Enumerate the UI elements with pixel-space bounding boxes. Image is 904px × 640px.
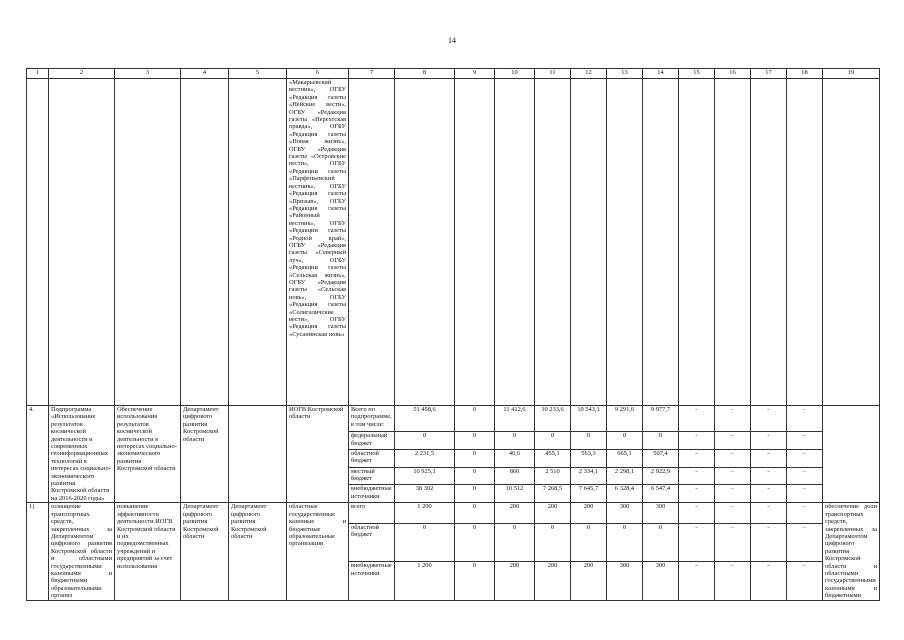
column-header: 14 — [643, 69, 679, 79]
amount-cell: 860 — [495, 467, 535, 485]
amount-cell: 2 298,1 — [607, 467, 643, 485]
amount-cell: 455,1 — [535, 449, 571, 467]
amount-cell: 40,6 — [495, 449, 535, 467]
amount-cell: - — [679, 432, 715, 450]
amount-cell: 200 — [495, 503, 535, 523]
column-header: 18 — [787, 69, 823, 79]
column-header: 10 — [495, 69, 535, 79]
amount-cell: 665,1 — [607, 449, 643, 467]
amount-cell: - — [751, 467, 787, 485]
funding-source: Всего по подпрограмме, в том числе: — [349, 406, 395, 432]
amount-cell: 0 — [455, 449, 495, 467]
amount-cell: - — [751, 406, 787, 432]
amount-cell: 0 — [607, 523, 643, 561]
amount-cell: - — [715, 432, 751, 450]
subprogram-name: Подпрограмма «Использование результатов космической деятельности и современных геоинформационных технологий в интересах социально-экономического развития Костромской области на 2016-2020 годы» — [49, 406, 115, 503]
amount-cell: 10 925,1 — [395, 467, 455, 485]
row-number: 1) — [27, 503, 49, 600]
amount-cell: - — [679, 562, 715, 600]
amount-cell: 0 — [495, 523, 535, 561]
amount-cell: 300 — [607, 562, 643, 600]
amount-cell: 0 — [455, 485, 495, 503]
column-header: 4 — [181, 69, 229, 79]
amount-cell: 0 — [395, 432, 455, 450]
amount-cell: - — [787, 406, 823, 432]
column-header: 11 — [535, 69, 571, 79]
indicator-cell: обеспечение доли транспортных средств, закрепленных за Департаментом цифрового развития Костромской области и областными государственными казенными и бюджетными — [823, 503, 880, 600]
amount-cell: - — [751, 503, 787, 523]
amount-cell: 0 — [535, 432, 571, 450]
amount-cell: 200 — [535, 503, 571, 523]
amount-cell: 300 — [643, 503, 679, 523]
amount-cell: - — [679, 449, 715, 467]
indicator-cell — [823, 406, 880, 503]
amount-cell: 0 — [571, 432, 607, 450]
amount-cell: - — [751, 485, 787, 503]
amount-cell: 9 291,6 — [607, 406, 643, 432]
amount-cell: 300 — [607, 503, 643, 523]
executor-cell: «Макарьевский вестник», ОГБУ «Редакция газеты «Нейские вести», ОГБУ «Редакция газеты «Нерехтская правда», ОГБУ «Редакция газеты «Новая жизнь», ОГБУ «Редакция газеты «Островские вести», ОГБУ «Редакции газеты «Парфеньевский вестник», ОГБУ «Редакция газеты «Призыв», ОГБУ «Редакция газеты «Районный вестник», ОГБУ «Редакции газеты «Родной край», ОГБУ «Редакция газеты «Северный луч», ОГБУ «Редакции газеты «Сельская жизнь», ОГБУ «Редакция газеты «Сельская новь», ОГБУ «Редакция газеты «Солигаличские вести», ОГБУ «Редакция газеты «Сусанинская новь» — [287, 79, 349, 406]
amount-cell: 0 — [455, 406, 495, 432]
amount-cell: 563,3 — [571, 449, 607, 467]
column-header: 8 — [395, 69, 455, 79]
executor-cell: ИОГВ Костромской области — [287, 406, 349, 503]
coexecutor-cell — [229, 406, 287, 503]
amount-cell: - — [787, 503, 823, 523]
program-table — [26, 68, 880, 601]
table-row — [27, 406, 880, 432]
amount-cell: 200 — [571, 503, 607, 523]
amount-cell: 0 — [455, 523, 495, 561]
amount-cell: 0 — [455, 503, 495, 523]
column-header: 3 — [115, 69, 181, 79]
amount-cell: 38 302 — [395, 485, 455, 503]
column-header: 19 — [823, 69, 880, 79]
amount-cell: 200 — [535, 562, 571, 600]
amount-cell: - — [679, 467, 715, 485]
amount-cell: 10 512 — [495, 485, 535, 503]
amount-cell: 0 — [571, 523, 607, 561]
goal-cell: повышение эффективности деятельности ИОГВ Костромской области и их подведомственных учреждений и предприятий за счет использования — [115, 503, 181, 600]
column-header: 9 — [455, 69, 495, 79]
amount-cell: 300 — [643, 562, 679, 600]
amount-cell: 9 977,7 — [643, 406, 679, 432]
amount-cell: 10 233,6 — [535, 406, 571, 432]
amount-cell: - — [787, 432, 823, 450]
funding-source: областной бюджет — [349, 449, 395, 467]
amount-cell: 6 328,4 — [607, 485, 643, 503]
responsible-cell: Департамент цифрового развития Костромской области — [181, 406, 229, 503]
page-number: 14 — [448, 36, 456, 45]
amount-cell: 0 — [495, 432, 535, 450]
column-header: 17 — [751, 69, 787, 79]
column-header: 13 — [607, 69, 643, 79]
amount-cell: - — [787, 562, 823, 600]
amount-cell: - — [679, 523, 715, 561]
amount-cell: - — [679, 503, 715, 523]
amount-cell: - — [715, 449, 751, 467]
amount-cell: 507,4 — [643, 449, 679, 467]
amount-cell: 2 334,1 — [571, 467, 607, 485]
amount-cell: 2 231,5 — [395, 449, 455, 467]
row-number: 4. — [27, 406, 49, 503]
column-header: 12 — [571, 69, 607, 79]
amount-cell: - — [679, 485, 715, 503]
amount-cell: 0 — [455, 467, 495, 485]
responsible-cell: Департамент цифрового развития Костромской области — [181, 503, 229, 600]
amount-cell: 1 200 — [395, 562, 455, 600]
amount-cell: - — [751, 523, 787, 561]
column-header: 15 — [679, 69, 715, 79]
goal-cell: Обеспечение использования результатов космической деятельности в интересах социально-экономического развития Костромской области — [115, 406, 181, 503]
column-header: 1 — [27, 69, 49, 79]
amount-cell: 11 412,6 — [495, 406, 535, 432]
amount-cell: - — [715, 562, 751, 600]
amount-cell: 2 922,9 — [643, 467, 679, 485]
amount-cell: 1 200 — [395, 503, 455, 523]
header-row — [27, 69, 880, 79]
amount-cell: 200 — [571, 562, 607, 600]
funding-source: местный бюджет — [349, 467, 395, 485]
amount-cell: - — [787, 467, 823, 485]
amount-cell: 0 — [395, 523, 455, 561]
amount-cell: - — [751, 449, 787, 467]
amount-cell: 0 — [643, 432, 679, 450]
amount-cell: 0 — [455, 432, 495, 450]
funding-source: всего — [349, 503, 395, 523]
amount-cell: - — [715, 503, 751, 523]
amount-cell: - — [715, 523, 751, 561]
amount-cell: - — [787, 523, 823, 561]
table-row — [27, 79, 880, 406]
funding-source: федеральный бюджет — [349, 432, 395, 450]
amount-cell: 0 — [535, 523, 571, 561]
amount-cell: - — [751, 562, 787, 600]
column-header: 2 — [49, 69, 115, 79]
amount-cell: 6 547,4 — [643, 485, 679, 503]
executor-cell: областные государственные казенные и бюджетные образовательные организации — [287, 503, 349, 600]
amount-cell: 2 510 — [535, 467, 571, 485]
amount-cell: 0 — [607, 432, 643, 450]
column-header: 6 — [287, 69, 349, 79]
amount-cell: - — [715, 406, 751, 432]
amount-cell: 51 458,6 — [395, 406, 455, 432]
table-row — [27, 503, 880, 523]
amount-cell: 7 645,7 — [571, 485, 607, 503]
amount-cell: 200 — [495, 562, 535, 600]
column-header: 5 — [229, 69, 287, 79]
amount-cell: - — [787, 449, 823, 467]
column-header: 16 — [715, 69, 751, 79]
amount-cell: - — [715, 467, 751, 485]
amount-cell: - — [787, 485, 823, 503]
amount-cell: - — [751, 432, 787, 450]
amount-cell: 0 — [455, 562, 495, 600]
coexecutor-cell: Департамент цифрового развития Костромской области — [229, 503, 287, 600]
funding-source: областной бюджет — [349, 523, 395, 561]
funding-source: внебюджетные источники — [349, 562, 395, 600]
column-header: 7 — [349, 69, 395, 79]
activity-name: оснащение транспортных средств, закрепленных за Департаментом цифрового развития Костромской области и областными государственными казенными и бюджетными образовательными организ — [49, 503, 115, 600]
amount-cell: - — [679, 406, 715, 432]
funding-source: внебюджетные источники — [349, 485, 395, 503]
amount-cell: 0 — [643, 523, 679, 561]
amount-cell: - — [715, 485, 751, 503]
amount-cell: 7 268,5 — [535, 485, 571, 503]
amount-cell: 10 543,1 — [571, 406, 607, 432]
